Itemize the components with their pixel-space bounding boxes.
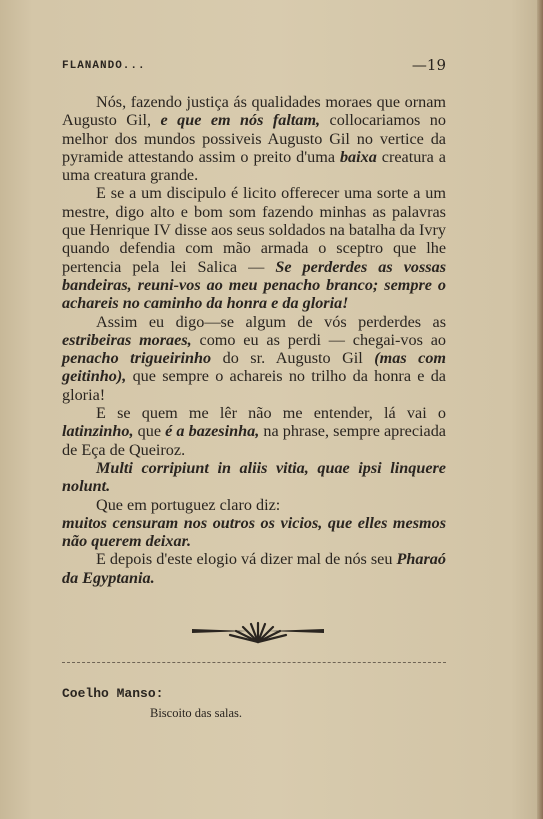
- text-run: E depois d'este elogio vá dizer mal de nós seu: [96, 550, 397, 569]
- italic-phrase: é a bazesinha,: [165, 422, 260, 441]
- paragraph-5: [62, 459, 446, 496]
- paragraph-4: [62, 404, 446, 459]
- text-run: Assim eu digo—se algum de vós perderdes as: [96, 312, 446, 331]
- paragraph-1: [62, 93, 446, 184]
- divider-rule: [62, 662, 446, 663]
- text-run: que sempre o achareis no trilho da honra e da gloria!: [62, 367, 446, 404]
- footer-book-title: Biscoito das salas.: [150, 706, 243, 720]
- italic-phrase: e que em nós faltam,: [160, 111, 321, 130]
- text-run: que: [133, 422, 166, 441]
- text-run: E se quem me lêr não me entender, lá vai o: [96, 404, 446, 423]
- paragraph-7: [62, 514, 446, 551]
- paragraph-6: [62, 496, 446, 514]
- text-run: na phrase, sempre apreciada de Eça de Queiroz.: [62, 422, 446, 459]
- italic-phrase: baixa: [339, 147, 377, 166]
- page-number: —19: [411, 56, 446, 74]
- running-title: FLANANDO...: [62, 60, 146, 72]
- italic-phrase: (mas com geitinho),: [62, 349, 446, 386]
- italic-phrase: Pharaó da Egyptania.: [62, 550, 446, 587]
- ornament-divider-icon: [190, 620, 326, 644]
- page-header: [62, 56, 446, 78]
- italic-phrase: Se perderdes as vossas bandeiras, reuni-vos ao meu penacho branco; sempre o achareis no caminho da honra e da gloria!: [62, 257, 446, 313]
- footer-author: Coelho Manso:: [62, 686, 164, 701]
- italic-phrase: latinzinho,: [62, 422, 134, 441]
- italic-phrase: muitos censuram nos outros os vicios, que elles mesmos não querem deixar.: [62, 513, 446, 551]
- body-text: [62, 93, 446, 587]
- text-run: Nós, fazendo justiça ás qualidades moraes que ornam Augusto Gil,: [62, 93, 446, 130]
- text-run: collocariamos no melhor dos mundos possiveis Augusto Gil no vertice da pyramide attestando assim o preito d'uma: [62, 111, 446, 166]
- italic-phrase: estribeiras moraes,: [62, 330, 192, 349]
- text-run: como eu as perdi — chegai-vos ao: [191, 330, 446, 349]
- italic-phrase: Multi corripiunt in aliis vitia, quae ipsi linquere nolunt.: [62, 458, 446, 496]
- paragraph-2: [62, 184, 446, 312]
- italic-phrase: penacho trigueirinho: [62, 349, 212, 368]
- text-run: do sr. Augusto Gil: [211, 349, 375, 368]
- text-run: Que em portuguez claro diz:: [96, 495, 281, 514]
- page-edge: [537, 0, 543, 819]
- text-run: creatura a uma creatura grande.: [62, 147, 446, 185]
- paragraph-8: [62, 550, 446, 587]
- paragraph-3: [62, 313, 446, 404]
- text-run: E se a um discipulo é licito offerecer uma sorte a um mestre, digo alto e bom som fazendo minhas as palavras que Henrique IV disse aos seus soldados na batalha da Ivry quando defendia com mão armada o sceptro que lhe pertencia pela lei Salica —: [62, 184, 446, 276]
